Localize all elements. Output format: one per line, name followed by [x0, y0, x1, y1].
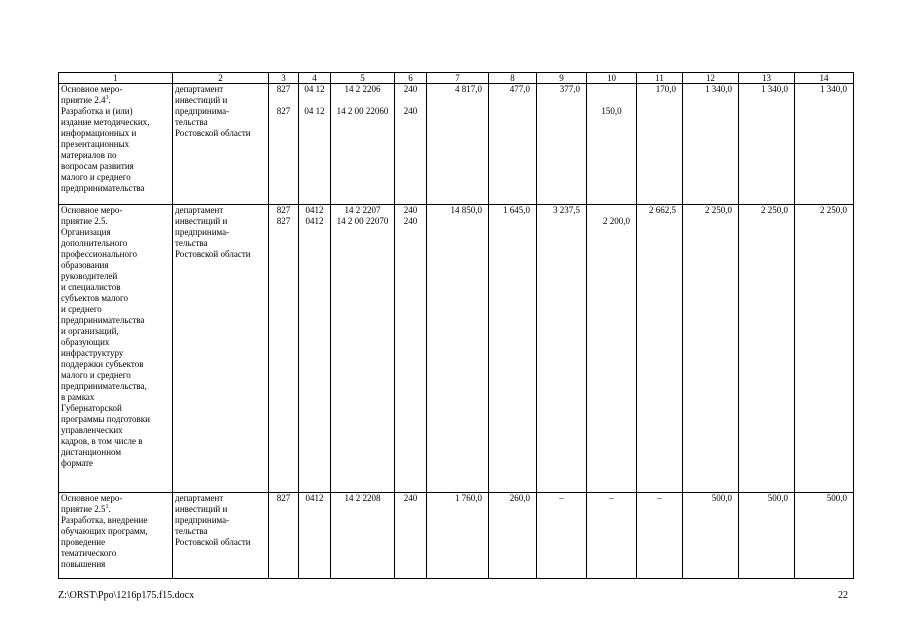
section-code: 04 12 [304, 84, 325, 94]
header-cell: 9 [537, 73, 587, 84]
year-value-cell: 150,0 [587, 84, 637, 205]
measure-name-line: Разработка и (или) [61, 106, 133, 116]
header-cell: 1 [59, 73, 173, 84]
section-cell: 0412 [299, 493, 331, 579]
year-value-cell: 1 645,0 [489, 205, 537, 493]
file-path-footer: Z:\ORST\Ppo\1216p175.f15.docx [58, 590, 195, 601]
agency-cell [173, 84, 269, 205]
measure-name-line: инфраструктуру [61, 348, 124, 358]
agency-line: тельства [175, 117, 208, 127]
measure-name-line: и специалистов [61, 282, 121, 292]
year-value-cell: 260,0 [489, 493, 537, 579]
agency-line: департамент [175, 205, 224, 215]
measure-name-line: приятие 2.5. [61, 216, 108, 226]
target-article-cell [331, 84, 395, 205]
section-cell [299, 205, 331, 493]
measure-name-line: предпринимательства [61, 315, 145, 325]
measure-name-line: руководителей [61, 271, 118, 281]
measure-name-line: проведение [61, 537, 106, 547]
measure-name-line: тематического [61, 548, 117, 558]
year-value-cell: – [537, 493, 587, 579]
target-article-cell: 14 2 2208 [331, 493, 395, 579]
year-value-cell: 477,0 [489, 84, 537, 205]
measure-name-line: профессионального [61, 249, 137, 259]
agency-line: инвестиций и [175, 216, 228, 226]
agency-line: предпринима- [175, 106, 230, 116]
header-cell: 14 [795, 73, 854, 84]
header-cell: 7 [427, 73, 489, 84]
year-value-cell: 500,0 [739, 493, 795, 579]
year-value-cell: 170,0 [637, 84, 683, 205]
measure-name-line: предпринимательства, [61, 381, 147, 391]
table-row [59, 205, 854, 493]
year-value-cell: 500,0 [795, 493, 854, 579]
expense-type-code: 240 [403, 84, 418, 94]
section-code: 04 12 [304, 106, 325, 116]
measure-name-line: формате [61, 458, 94, 468]
agency-cell [173, 493, 269, 579]
total-cell: 1 760,0 [427, 493, 489, 579]
header-cell: 8 [489, 73, 537, 84]
agency-line: Ростовской области [175, 128, 251, 138]
measure-name-line: дистанционном [61, 447, 122, 457]
expense-type-code: 240 [403, 216, 418, 226]
header-cell: 5 [331, 73, 395, 84]
table-row [59, 493, 854, 579]
measure-name-line: образующих [61, 337, 110, 347]
measure-name-cell [59, 205, 173, 493]
measure-name-line: обучающих программ, [61, 526, 148, 536]
year-value-cell: 3 237,5 [537, 205, 587, 493]
measure-name-line: дополнительного [61, 238, 128, 248]
year-value-cell: 2 250,0 [795, 205, 854, 493]
header-cell: 4 [299, 73, 331, 84]
agency-line: департамент [175, 493, 224, 503]
measure-name-line: Организация [61, 227, 111, 237]
measure-name-line: приятие $2.5^1$. [61, 504, 111, 514]
measure-name-line: кадров, в том числе в [61, 436, 143, 446]
expense-type-code: 240 [403, 106, 418, 116]
measure-name-line: Основное меро- [61, 84, 123, 94]
year-value-cell: 1 340,0 [739, 84, 795, 205]
expense-type-cell: 240 [395, 493, 427, 579]
year-value-cell: 2 250,0 [739, 205, 795, 493]
budget-table [58, 72, 854, 579]
header-cell: 12 [683, 73, 739, 84]
target-article-cell [331, 205, 395, 493]
grbs-code: 827 [276, 106, 291, 116]
measure-name-line: издание методических, [61, 117, 150, 127]
agency-line: Ростовской области [175, 537, 251, 547]
header-cell: 6 [395, 73, 427, 84]
grbs-code: 827 [276, 205, 291, 215]
section-code: 0412 [305, 216, 324, 226]
grbs-code: 827 [276, 216, 291, 226]
expense-type-cell [395, 205, 427, 493]
agency-line: департамент [175, 84, 224, 94]
measure-name-line: предпринимательства [61, 183, 145, 193]
target-article-code: 14 2 2206 [344, 84, 381, 94]
year-value-cell: 2 200,0 [587, 205, 637, 493]
measure-name-line: презентационных [61, 139, 130, 149]
total-cell: 14 850,0 [427, 205, 489, 493]
measure-name-line: повышения [61, 559, 106, 569]
section-code: 0412 [305, 205, 324, 215]
measure-name-line: поддержки субъектов [61, 359, 144, 369]
page-number: 22 [838, 590, 848, 601]
measure-name-line: и организаций, [61, 326, 119, 336]
year-value-cell: 2 662,5 [637, 205, 683, 493]
header-cell: 10 [587, 73, 637, 84]
target-article-code: 14 2 00 22070 [336, 216, 389, 226]
expense-type-cell [395, 84, 427, 205]
agency-line: инвестиций и [175, 95, 228, 105]
total-cell: 4 817,0 [427, 84, 489, 205]
measure-name-line: Губернаторской [61, 403, 122, 413]
measure-name-line: и среднего [61, 304, 102, 314]
year-value-cell: 1 340,0 [795, 84, 854, 205]
agency-line: предпринима- [175, 515, 230, 525]
measure-name-line: малого и среднего [61, 370, 131, 380]
measure-name-line: образования [61, 260, 109, 270]
header-cell: 11 [637, 73, 683, 84]
measure-name-line: в рамках [61, 392, 95, 402]
grbs-cell [269, 84, 299, 205]
header-row [59, 73, 854, 84]
year-value-cell: 500,0 [683, 493, 739, 579]
measure-name-line: Основное меро- [61, 205, 123, 215]
grbs-code: 827 [276, 84, 291, 94]
table-row [59, 84, 854, 205]
year-value-cell: 2 250,0 [683, 205, 739, 493]
measure-name-cell [59, 493, 173, 579]
year-value-cell: – [637, 493, 683, 579]
agency-line: тельства [175, 238, 208, 248]
agency-line: предпринима- [175, 227, 230, 237]
agency-cell [173, 205, 269, 493]
header-cell: 13 [739, 73, 795, 84]
target-article-code: 14 2 00 22060 [336, 106, 389, 116]
year-value-cell: – [587, 493, 637, 579]
year-value-cell: 1 340,0 [683, 84, 739, 205]
measure-name-line: субъектов малого [61, 293, 128, 303]
agency-line: тельства [175, 526, 208, 536]
target-article-code: 14 2 2207 [344, 205, 381, 215]
agency-line: инвестиций и [175, 504, 228, 514]
measure-name-line: управленческих [61, 425, 123, 435]
measure-name-line: Разработка, внедрение [61, 515, 148, 525]
section-cell [299, 84, 331, 205]
header-cell: 3 [269, 73, 299, 84]
measure-name-line: материалов по [61, 150, 117, 160]
measure-name-line: информационных и [61, 128, 137, 138]
year-value-cell: 377,0 [537, 84, 587, 205]
expense-type-code: 240 [403, 205, 418, 215]
agency-line: Ростовской области [175, 249, 251, 259]
measure-name-line: программы подготовки [61, 414, 150, 424]
header-cell: 2 [173, 73, 269, 84]
measure-name-line: малого и среднего [61, 172, 131, 182]
measure-name-line: Основное меро- [61, 493, 123, 503]
measure-name-cell [59, 84, 173, 205]
grbs-cell [269, 205, 299, 493]
measure-name-line: приятие $2.4^3$. [61, 95, 111, 105]
measure-name-line: вопросам развития [61, 161, 134, 171]
grbs-cell: 827 [269, 493, 299, 579]
